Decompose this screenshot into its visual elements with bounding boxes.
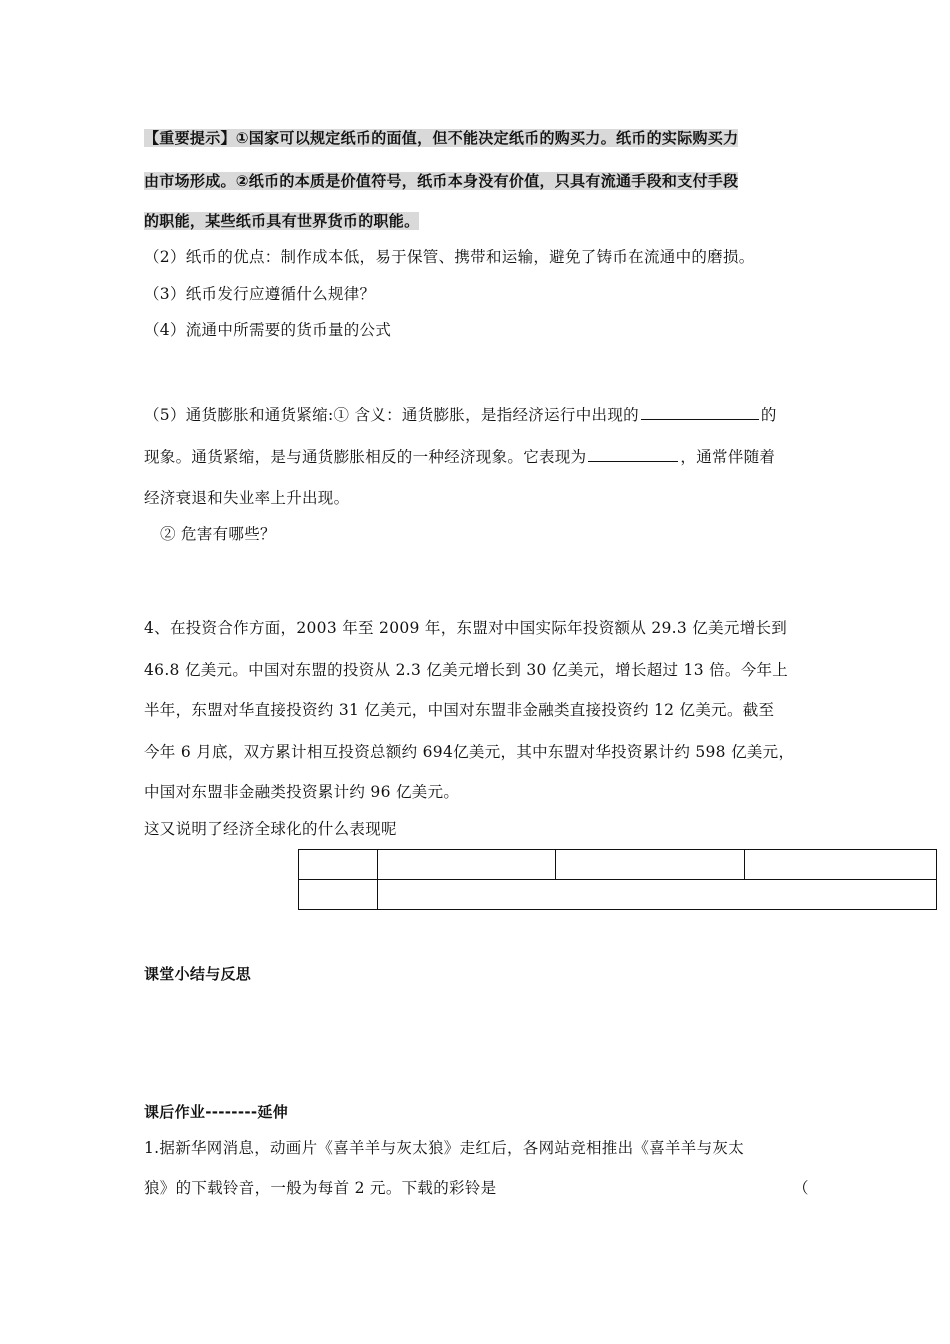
tip-line-1: 【重要提示】①国家可以规定纸币的面值，但不能决定纸币的购买力。纸币的实际购买力 [144,129,739,147]
table-cell[interactable] [745,850,937,880]
q4-line-4: 今年 6 月底，双方累计相互投资总额约 694亿美元，其中东盟对华投资累计约 598 亿美元， [144,743,795,761]
deflation-blank[interactable] [588,445,678,462]
q4-question: 这又说明了经济全球化的什么表现呢 [144,820,397,838]
q4-line-2: 46.8 亿美元。中国对东盟的投资从 2.3 亿美元增长到 30 亿美元，增长超过 13 倍。今年上 [144,661,789,679]
money-formula-question: （4）流通中所需要的货币量的公式 [144,321,392,339]
table-cell[interactable] [299,850,378,880]
table-row [299,850,937,880]
inflation-blank[interactable] [641,403,759,420]
homework-q1-line-2: 狼》的下载铃音，一般为每首 2 元。下载的彩铃是 [144,1179,497,1197]
homework-q1-line-1: 1.据新华网消息，动画片《喜羊羊与灰太狼》走红后，各网站竞相推出《喜羊羊与灰太 [144,1139,744,1157]
deflation-suffix: ，通常伴随着 [680,448,776,466]
deflation-definition [144,445,775,467]
answer-table [298,849,937,910]
homework-title: 课后作业--------延伸 [144,1103,289,1121]
deflation-continuation: 经济衰退和失业率上升出现。 [144,489,350,507]
summary-title: 课堂小结与反思 [144,965,252,983]
paper-money-advantages: （2）纸币的优点：制作成本低，易于保管、携带和运输，避免了铸币在流通中的磨损。 [144,248,755,266]
table-cell[interactable] [299,880,378,910]
harm-question: ② 危害有哪些？ [160,525,276,543]
answer-paren: （ [793,1179,809,1197]
deflation-text: 现象。通货紧缩，是与通货膨胀相反的一种经济现象。它表现为 [144,448,587,466]
table-cell[interactable] [378,850,556,880]
inflation-suffix: 的 [760,406,777,424]
tip-line-2: 由市场形成。②纸币的本质是价值符号，纸币本身没有价值，只具有流通手段和支付手段 [144,172,739,190]
inflation-definition [144,403,777,425]
q4-line-1: 4、在投资合作方面，2003 年至 2009 年，东盟对中国实际年投资额从 29.3 亿美元增长到 [144,619,788,637]
table-row [299,880,937,910]
table-cell[interactable] [556,850,745,880]
table-cell[interactable] [378,880,937,910]
q4-line-5: 中国对东盟非金融类投资累计约 96 亿美元。 [144,783,460,801]
tip-line-3: 的职能，某些纸币具有世界货币的职能。 [144,212,420,230]
q4-line-3: 半年，东盟对华直接投资约 31 亿美元，中国对东盟非金融类直接投资约 12 亿美元。截至 [144,701,775,719]
inflation-text: （5）通货膨胀和通货紧缩:① 含义：通货膨胀，是指经济运行中出现的 [144,406,639,424]
issuing-law-question: （3）纸币发行应遵循什么规律？ [144,285,376,303]
